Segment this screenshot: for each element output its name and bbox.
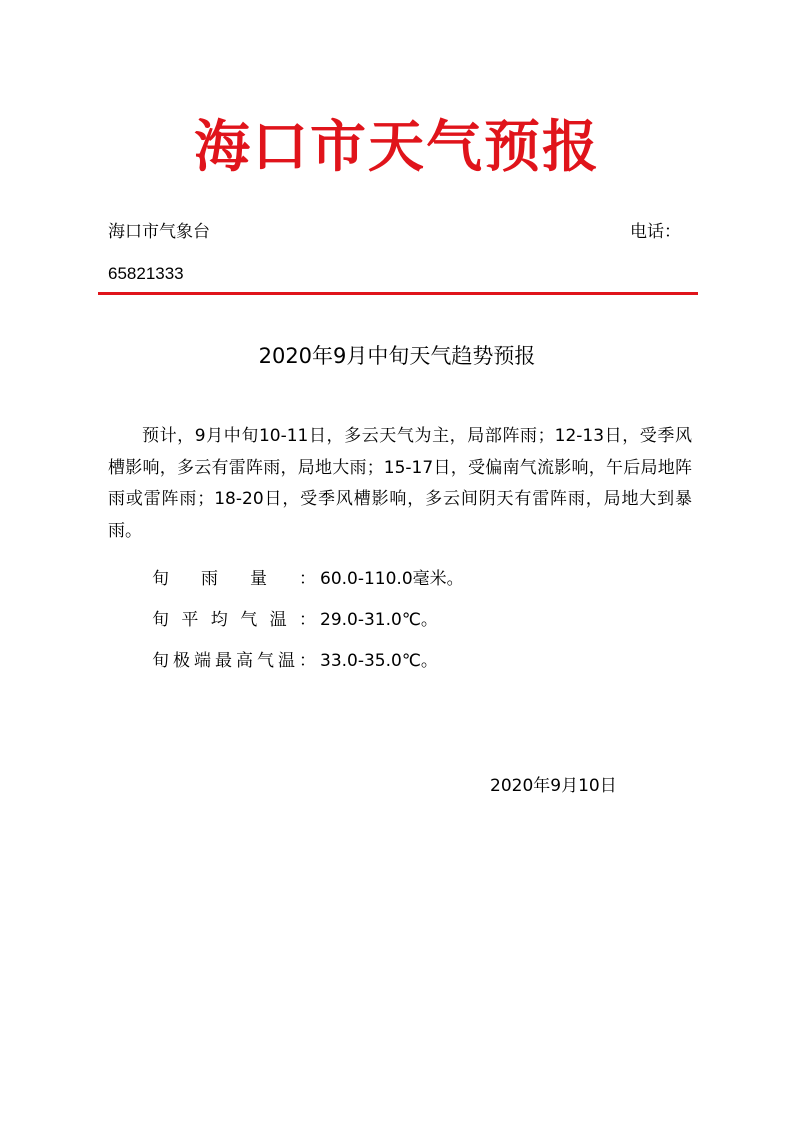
stat-label: 旬平均气温：: [152, 610, 316, 630]
phone-label: 电话：: [630, 222, 681, 242]
issue-date: 2020年9月10日: [490, 776, 617, 796]
header-divider: [98, 292, 698, 295]
document-title: 2020年9月中旬天气趋势预报: [258, 344, 536, 368]
stat-value: 60.0-110.0毫米。: [320, 569, 464, 589]
stat-value: 33.0-35.0℃。: [320, 651, 438, 671]
stat-row-max-temp: [152, 648, 438, 674]
stat-row-average-temp: [152, 607, 438, 633]
stat-value: 29.0-31.0℃。: [320, 610, 438, 630]
forecast-paragraph: 预计，9月中旬10-11日，多云天气为主，局部阵雨；12-13日，受季风槽影响，多云有雷阵雨，局地大雨；15-17日，受偏南气流影响，午后局地阵雨或雷阵雨；18-20日，受季风槽影响，多云间阴天有雷阵雨，局地大到暴雨。: [108, 426, 692, 541]
stat-row-rainfall: [152, 566, 464, 592]
stat-label: 旬雨量：: [152, 569, 316, 589]
masthead-title: 海口市天气预报: [194, 115, 600, 180]
stat-label: 旬极端最高气温：: [152, 651, 316, 671]
phone-number: 65821333: [108, 264, 184, 283]
issuer-name: 海口市气象台: [108, 222, 210, 242]
